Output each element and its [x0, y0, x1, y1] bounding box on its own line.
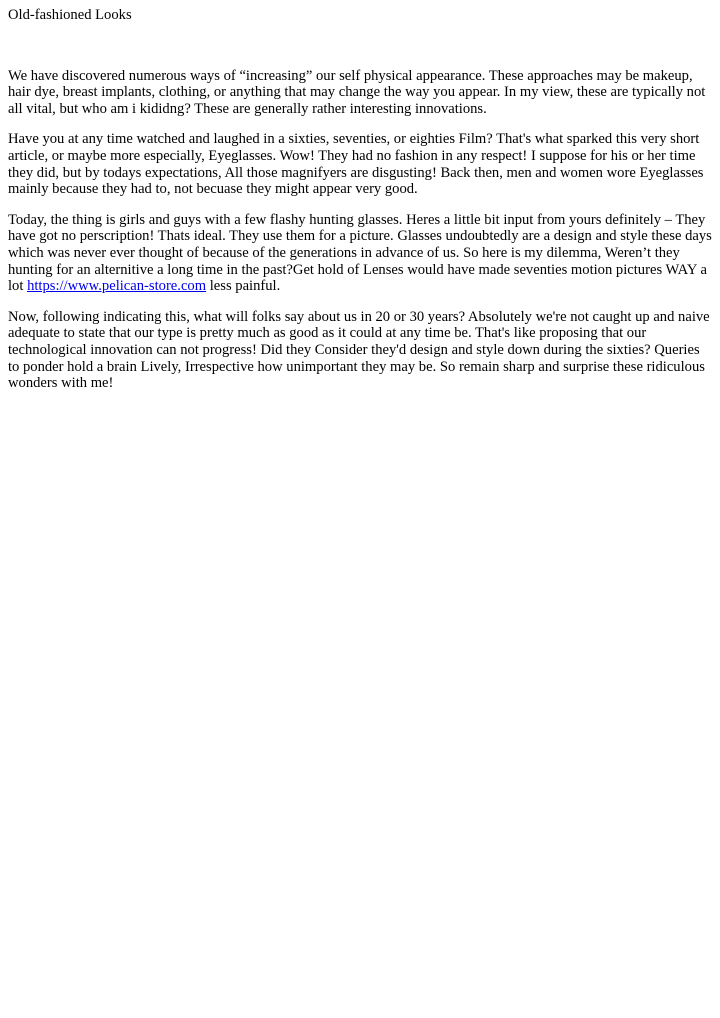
article-body	[8, 68, 712, 392]
paragraph-3	[8, 212, 712, 295]
paragraph-1: We have discovered numerous ways of “increasing” our self physical appearance. These approaches may be makeup, hair dye, breast implants, clothing, or anything that may change the way you appear. In my view, these are typically not all vital, but who am i kididng? These are generally rather interesting innovations.	[8, 67, 706, 117]
paragraph-2: Have you at any time watched and laughed in a sixties, seventies, or eighties Film? That's what sparked this very short article, or maybe more especially, Eyeglasses. Wow! They had no fashion in any respect! I suppose for his or her time they did, but by todays expectations, All those magnifyers are disgusting! Back then, men and women wore Eyeglasses mainly because they had to, not becuase they might appear very good.	[8, 131, 704, 198]
paragraph-3-text-before: Today, the thing is girls and guys with a few flashy hunting glasses. Heres a little bit input from yours definitely – They have got no perscription! Thats ideal. They use them for a picture. Glasses undoubtedly are a design and style these days which was never ever thought of because of the generations in advance of us. So here is my dilemma, Weren’t they hunting for an alternitive a long time in the past?Get hold of Lenses would have made seventies motion pictures WAY a lot	[8, 211, 712, 295]
document-page	[0, 0, 720, 392]
paragraph-4: Now, following indicating this, what will folks say about us in 20 or 30 years? Absolutely we're not caught up and naive adequate to state that our type is pretty much as good as it could at any time be. That's like proposing that our technological innovation can not progress! Did they Consider they'd design and style down during the sixties? Queries to ponder hold a brain Lively, Irrespective how unimportant they may be. So remain sharp and surprise these ridiculous wonders with me!	[8, 308, 710, 392]
page-title: Old-fashioned Looks	[8, 7, 132, 23]
pelican-store-link[interactable]: https://www.pelican-store.com	[27, 278, 207, 295]
paragraph-3-text-after: less painful.	[206, 278, 281, 295]
